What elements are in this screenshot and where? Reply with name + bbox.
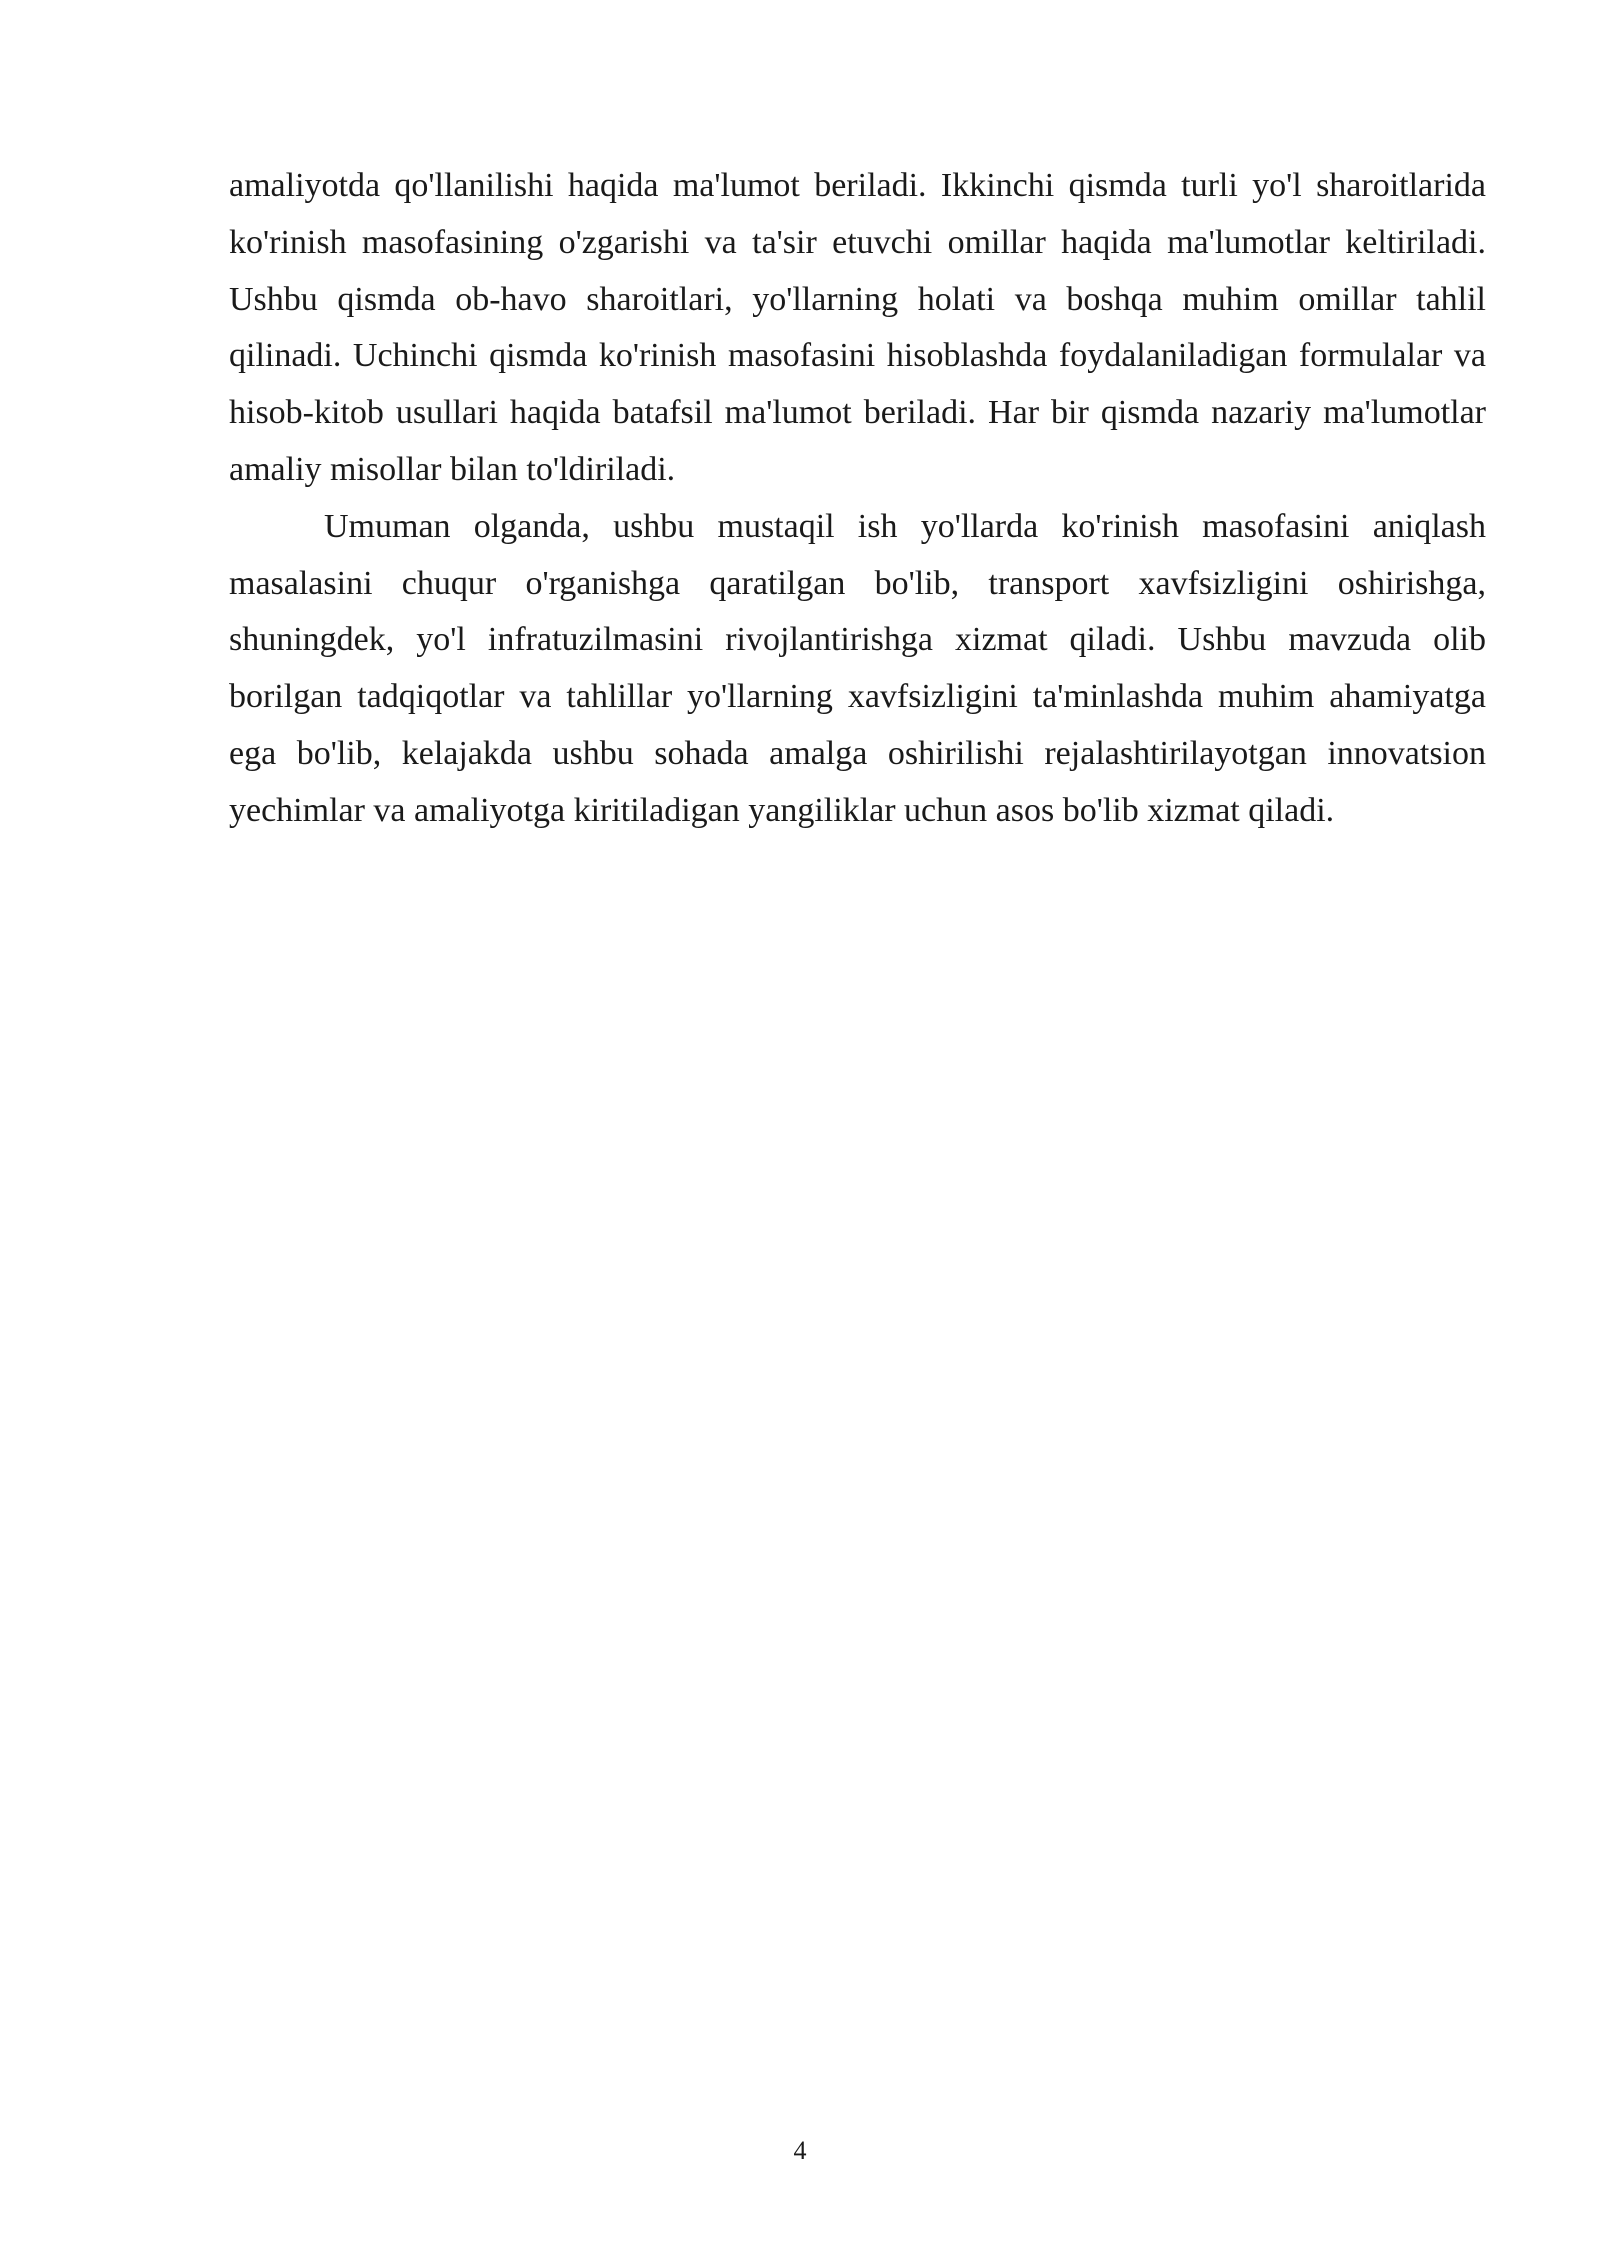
page-number: 4 (793, 2136, 807, 2165)
body-text (229, 158, 1486, 840)
paragraph-conclusion: Umuman olganda, ushbu mustaqil ish yo'llarda ko'rinish masofasini aniqlash masalasini chuqur o'rganishga qaratilgan bo'lib, transport xavfsizligini oshirishga, shuningdek, yo'l infratuzilmasini rivojlantirishga xizmat qiladi. Ushbu mavzuda olib borilgan tadqiqotlar va tahlillar yo'llarning xavfsizligini ta'minlashda muhim ahamiyatga ega bo'lib, kelajakda ushbu sohada amalga oshirilishi rejalashtirilayotgan innovatsion yechimlar va amaliyotga kiritiladigan yangiliklar uchun asos bo'lib xizmat qiladi. (229, 507, 1486, 829)
paragraph-continuation: amaliyotda qo'llanilishi haqida ma'lumot beriladi. Ikkinchi qismda turli yo'l sharoitlarida ko'rinish masofasining o'zgarishi va ta'sir etuvchi omillar haqida ma'lumotlar keltiriladi. Ushbu qismda ob-havo sharoitlari, yo'llarning holati va boshqa muhim omillar tahlil qilinadi. Uchinchi qismda ko'rinish masofasini hisoblashda foydalaniladigan formulalar va hisob-kitob usullari haqida batafsil ma'lumot beriladi. Har bir qismda nazariy ma'lumotlar amaliy misollar bilan to'ldiriladi. (229, 167, 1486, 488)
